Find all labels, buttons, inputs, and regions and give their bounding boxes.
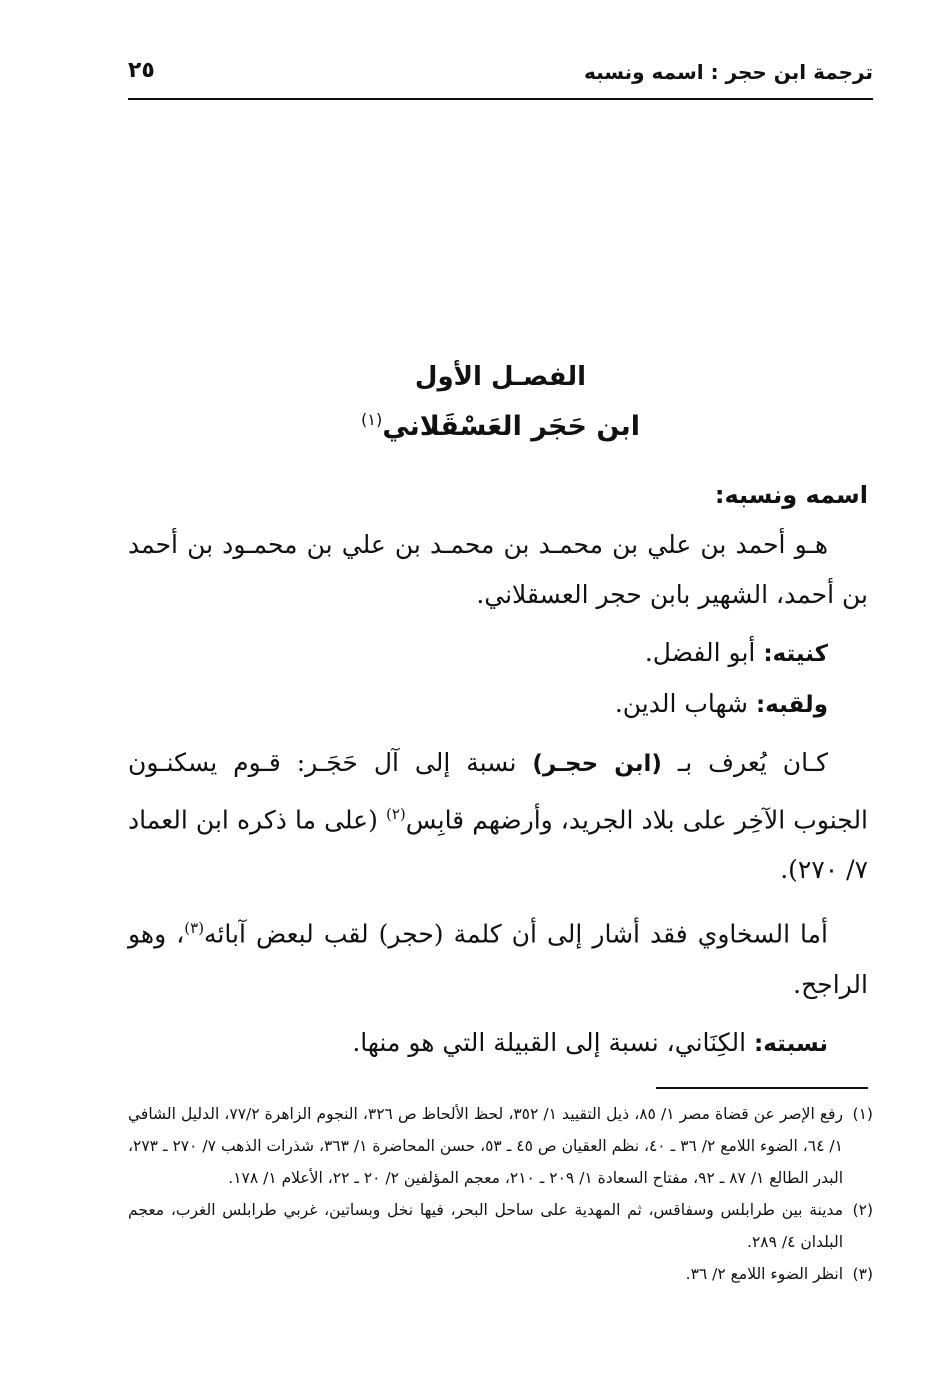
chapter-subtitle-text: ابن حَجَر العَسْقَلاني xyxy=(382,411,641,442)
running-header xyxy=(128,58,873,98)
laqab-label: ولقبه: xyxy=(755,692,828,718)
paragraph-name-lineage: هـو أحمد بن علي بن محمـد بن محمـد بن علي بن محمـود بن أحمد بن أحمد، الشهير بابن حجر العسقلاني. xyxy=(128,530,868,609)
main-text xyxy=(128,470,868,1069)
paragraph-known-as xyxy=(128,738,868,895)
footnotes xyxy=(128,1098,873,1290)
chapter-subtitle xyxy=(128,410,873,442)
kunya-line xyxy=(128,628,868,679)
header-title: ترجمة ابن حجر : اسمه ونسبه xyxy=(584,60,873,84)
nisba-value: الكِنَاني، نسبة إلى القبيلة التي هو منها. xyxy=(352,1027,747,1057)
kunya-value: أبو الفضل. xyxy=(644,638,756,667)
laqab-value: شهاب الدين. xyxy=(614,689,749,718)
footnote-2 xyxy=(128,1194,873,1258)
footnote-ref-3[interactable]: (٣) xyxy=(184,919,205,938)
nisba-line xyxy=(128,1018,868,1069)
page-number: ٢٥ xyxy=(128,58,155,83)
nisba-label: نسبته: xyxy=(754,1030,828,1057)
para2-bold: (ابن حجـر) xyxy=(532,751,662,777)
footnote-number: (٣) xyxy=(852,1265,873,1283)
footnote-3 xyxy=(128,1258,873,1290)
section-heading: اسمه ونسبه: xyxy=(714,481,868,509)
para2-start: كـان يُعرف بـ xyxy=(661,748,828,777)
para3-start: أما السخاوي فقد أشار إلى أن كلمة (حجر) لقب لبعض آبائه xyxy=(204,919,828,949)
footnote-text: رفع الإصر عن قضاة مصر ١/ ٨٥، ذيل التقييد ١/ ٣٥٢، لحظ الألحاظ ص ٣٢٦، النجوم الزاهرة ٧٧/٢، الدليل الشافي ١/ ٦٤، الضوء اللامع ٢/ ٣٦ ـ ٤٠، نظم العقيان ص ٤٥ ـ ٥٣، حسن المحاضرة ١/ ٣٦٣، شذرات الذهب ٧/ ٢٧٠ ـ ٢٧٣، البدر الطالع ١/ ٨٧ ـ ٩٢، مفتاح السعادة ١/ ٢٠٩ ـ ٢١٠، معجم المؤلفين ٢/ ٢٠ ـ ٢٢، الأعلام ١/ ١٧٨. xyxy=(128,1105,843,1187)
footnote-ref-2[interactable]: (٢) xyxy=(385,805,406,823)
para3-end: ، وهو الراجح. xyxy=(128,919,868,999)
footnote-number: (٢) xyxy=(852,1201,873,1219)
header-rule xyxy=(128,98,873,100)
footnote-rule xyxy=(656,1087,868,1089)
footnote-text: انظر الضوء اللامع ٢/ ٣٦. xyxy=(685,1265,843,1283)
para2-end: (على ما ذكره ابن العماد ٧/ ٢٧٠). xyxy=(128,805,868,885)
footnote-ref-1[interactable]: (١) xyxy=(360,410,383,429)
kunya-label: كنيته: xyxy=(763,641,828,667)
paragraph-sakhawi xyxy=(128,903,868,1009)
footnote-number: (١) xyxy=(852,1105,873,1123)
footnote-1 xyxy=(128,1098,873,1194)
chapter-title: الفصـل الأول xyxy=(414,362,587,392)
laqab-line xyxy=(128,679,868,730)
footnote-text: مدينة بين طرابلس وسفاقس، ثم المهدية على ساحل البحر، فيها نخل وبساتين، غربي طرابلس الغرب، معجم البلدان ٤/ ٢٨٩. xyxy=(128,1201,843,1251)
para2-mid: نسبة إلى آل حَجَـر: قـوم يسكنـون الجنوب الآخِر على بلاد الجريد، وأرضهم قابِس xyxy=(128,748,869,835)
